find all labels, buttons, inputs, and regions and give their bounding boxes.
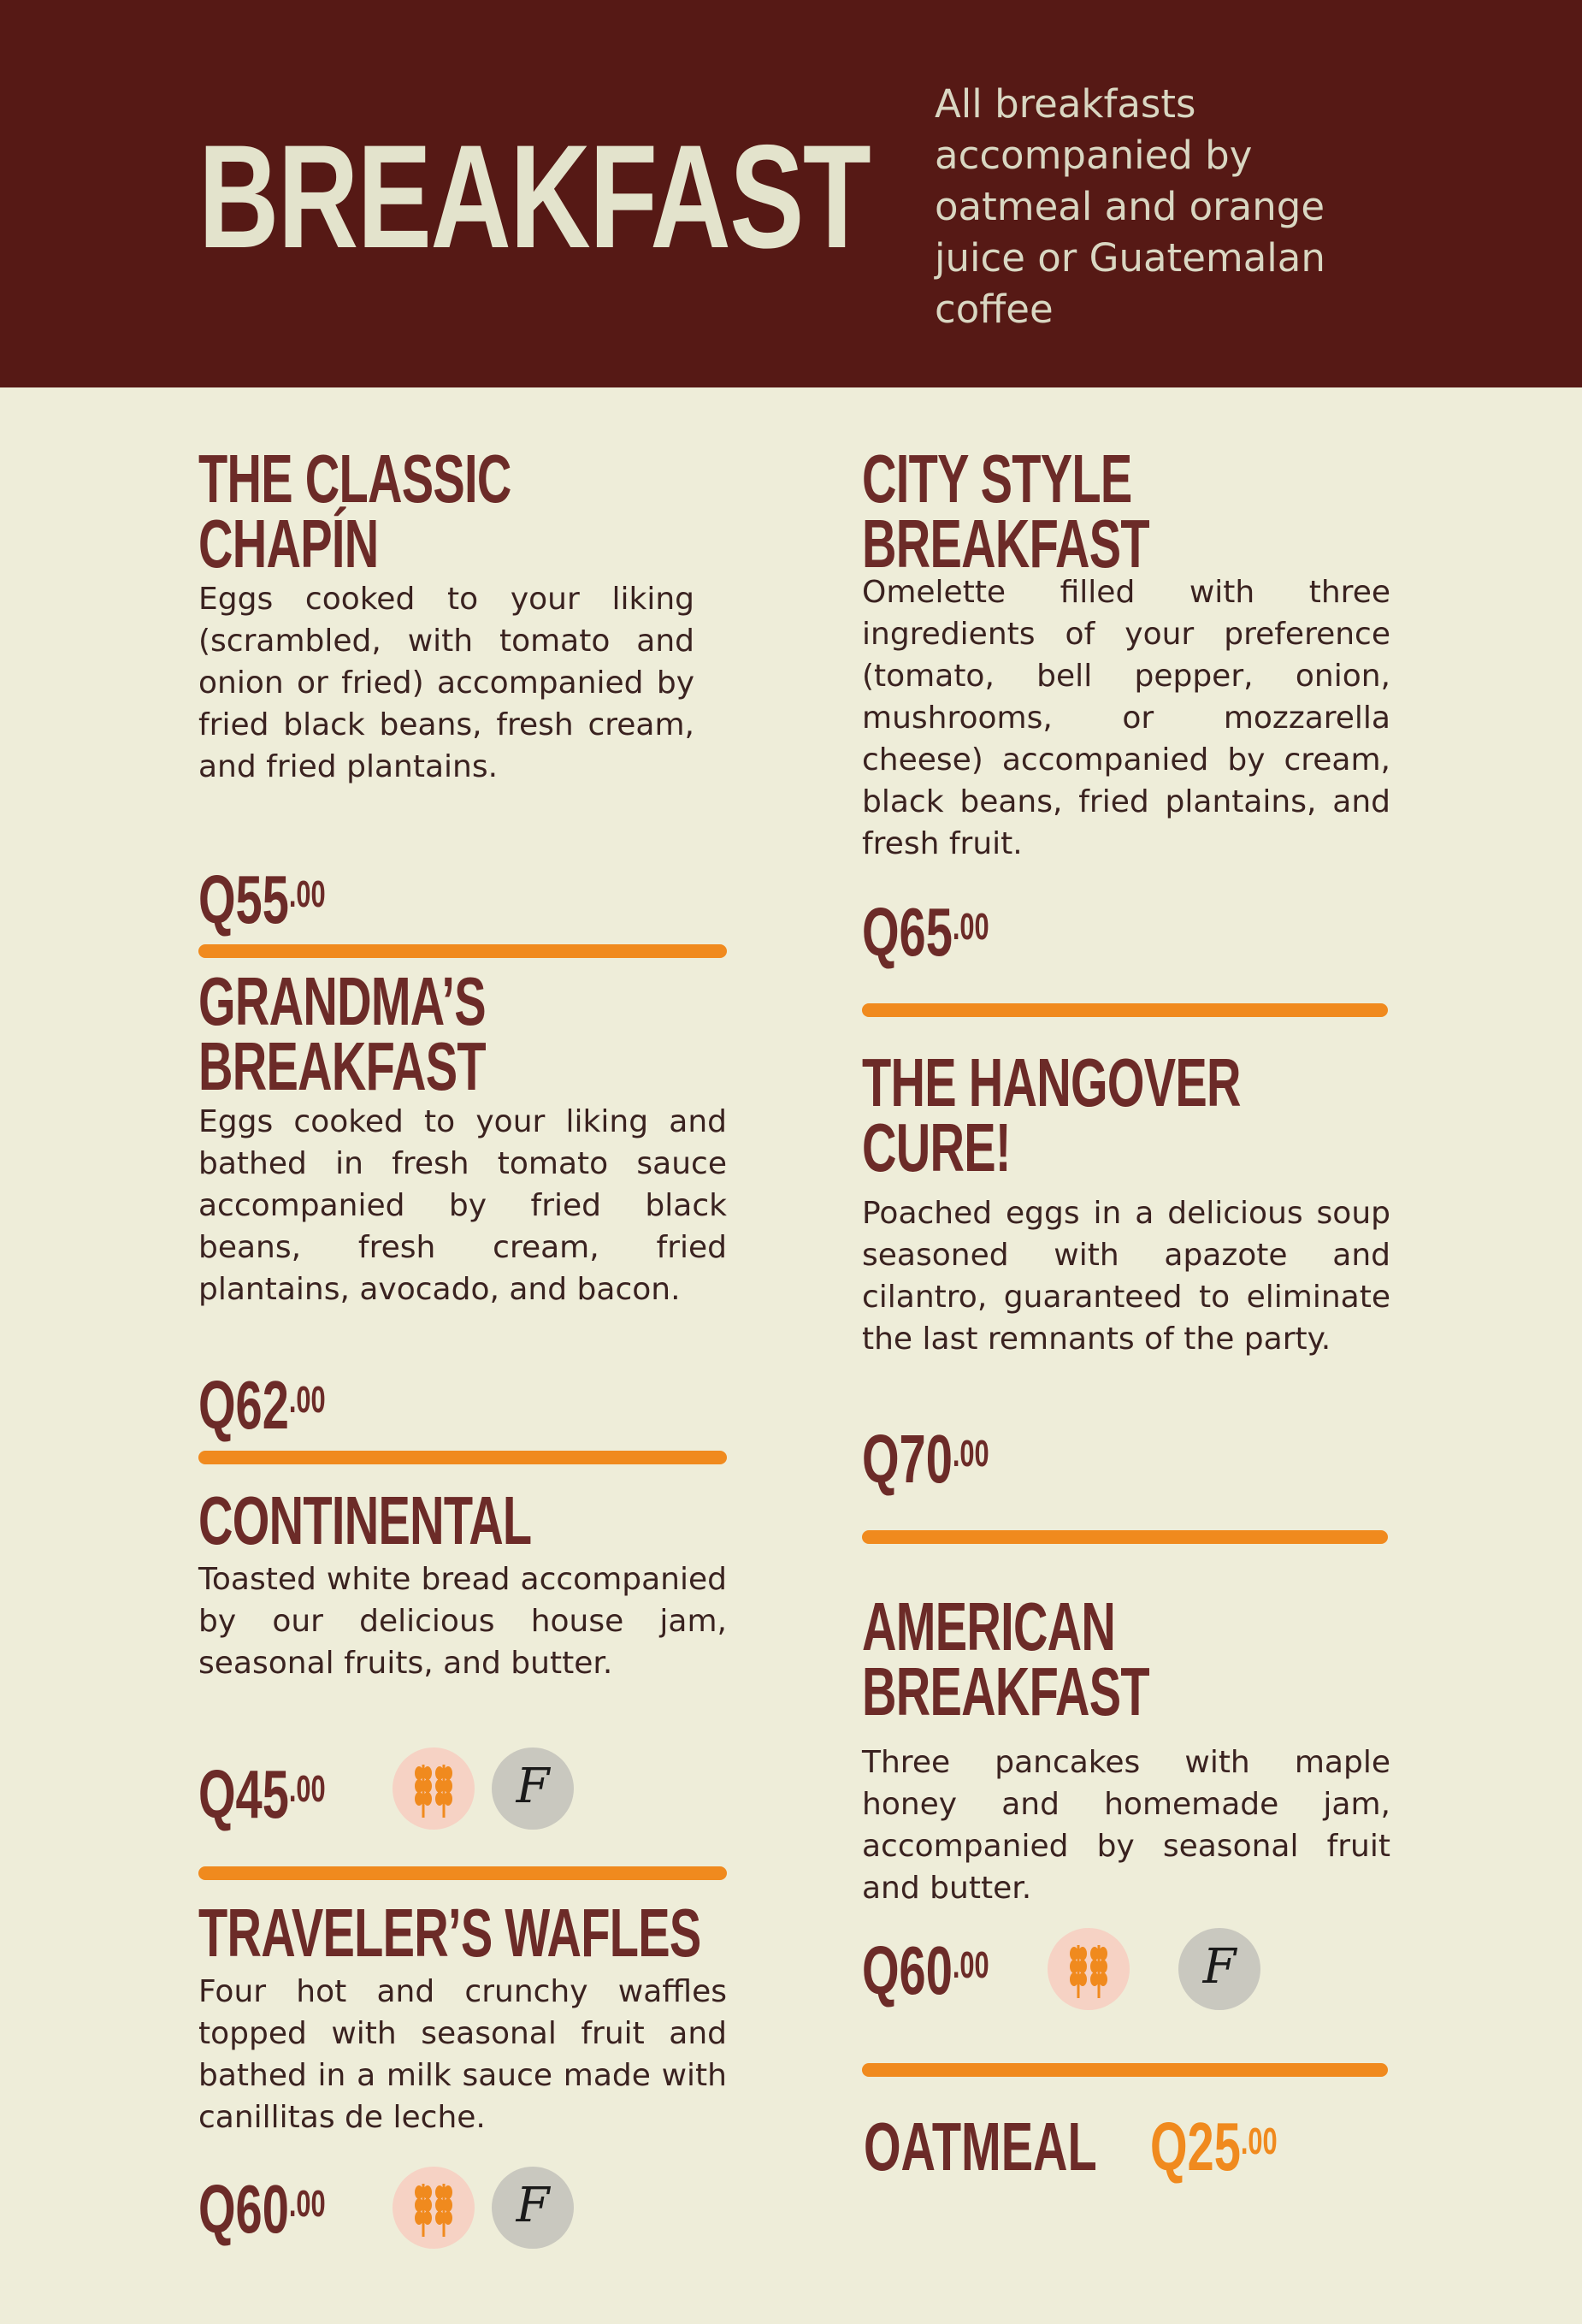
item-name: GRANDMA’S: [198, 963, 486, 1039]
menu-item-continental: [198, 1482, 727, 1684]
wheat-icon: [393, 1747, 475, 1830]
menu-item-city-style-breakfast: [862, 441, 1390, 865]
item-price: $Q25^{.00}$: [1150, 2108, 1278, 2185]
divider: [198, 1451, 727, 1464]
letter-f-icon: F: [1178, 1928, 1260, 2010]
item-name: CURE!: [862, 1109, 1011, 1186]
item-name: CONTINENTAL: [198, 1482, 532, 1558]
item-description: Toasted white bread accompanied by our delicious house jam, seasonal fruits, and butter.: [198, 1562, 727, 1681]
menu-item-hangover-cure: [862, 1044, 1390, 1360]
item-price: $Q65^{.00}$: [862, 894, 989, 970]
item-name: CHAPÍN: [198, 506, 379, 582]
wheat-icon: [1048, 1928, 1130, 2010]
header-tagline: All breakfasts accompanied by oatmeal and orange juice or Guatemalan coffee: [935, 81, 1325, 332]
wheat-icon: [393, 2167, 475, 2249]
item-price: $Q55^{.00}$: [198, 861, 326, 937]
menu-item-american-breakfast: [862, 1588, 1390, 1909]
item-description: Omelette filled with three ingredients of your preference (tomato, bell pepper, onion, mushrooms, or mozzarella cheese) accompanied by cream, black beans, fried plantains, and fresh fruit.: [862, 575, 1390, 861]
item-name: TRAVELER’S WAFLES: [198, 1895, 701, 1971]
item-name: BREAKFAST: [862, 506, 1149, 582]
item-description: Three pancakes with maple honey and homemade jam, accompanied by seasonal fruit and butter.: [862, 1745, 1390, 1906]
item-name: BREAKFAST: [862, 1653, 1149, 1730]
item-name: THE CLASSIC: [198, 441, 511, 517]
item-price: $Q70^{.00}$: [862, 1421, 989, 1497]
menu-item-classic-chapin: [198, 441, 694, 788]
item-description: Four hot and crunchy waffles topped with seasonal fruit and bathed in a milk sauce made with canillitas de leche.: [198, 1974, 727, 2135]
item-price: $Q60^{.00}$: [198, 2171, 326, 2247]
menu-item-travelers-wafles: [198, 1895, 727, 2138]
divider: [862, 1530, 1388, 1544]
item-name: THE HANGOVER: [862, 1044, 1241, 1121]
divider: [198, 944, 727, 958]
item-price: $Q45^{.00}$: [198, 1756, 326, 1832]
item-price: $Q62^{.00}$: [198, 1367, 326, 1443]
divider: [862, 1003, 1388, 1017]
page-title: BREAKFAST: [198, 115, 871, 279]
letter-f-icon: F: [492, 2167, 574, 2249]
item-name: AMERICAN: [862, 1588, 1116, 1665]
header-banner: [0, 0, 1582, 387]
item-description: Poached eggs in a delicious soup seasoned with apazote and cilantro, guaranteed to eliminate the last remnants of the party.: [862, 1196, 1390, 1357]
item-name: BREAKFAST: [198, 1028, 486, 1104]
menu-item-grandmas-breakfast: [198, 963, 727, 1310]
item-name: CITY STYLE: [862, 441, 1132, 517]
item-price: $Q60^{.00}$: [862, 1932, 989, 2008]
divider: [862, 2063, 1388, 2077]
item-description: Eggs cooked to your liking and bathed in fresh tomato sauce accompanied by fried black beans, fresh cream, fried plantains, avocado, and bacon.: [198, 1104, 727, 1307]
divider: [198, 1866, 727, 1880]
letter-f-icon: F: [492, 1747, 574, 1830]
menu-item-oatmeal: OATMEAL: [864, 2108, 1097, 2185]
item-description: Eggs cooked to your liking (scrambled, with tomato and onion or fried) accompanied by fried black beans, fresh cream, and fried plantains.: [198, 582, 694, 784]
